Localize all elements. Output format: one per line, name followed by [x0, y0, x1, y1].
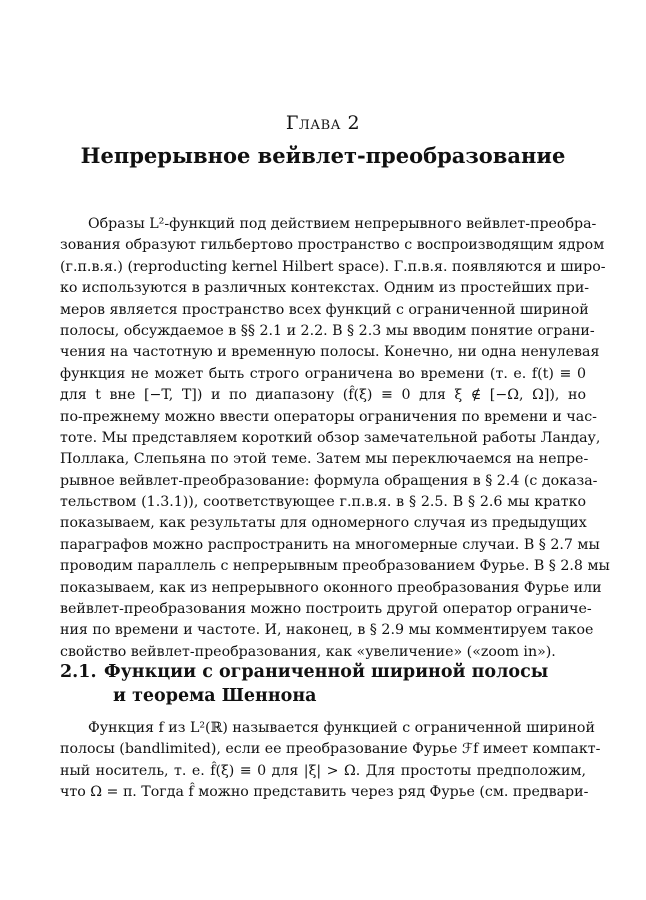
text-line: Поллака, Слепьяна по этой теме. Затем мы переключаемся на непре- — [60, 451, 589, 468]
intro-paragraph — [60, 214, 610, 663]
text-line: показываем, как результаты для одномерного случая из предыдущих — [60, 515, 587, 532]
section-heading — [60, 660, 600, 708]
text-line: вейвлет-преобразования можно построить другой оператор ограниче- — [60, 601, 592, 618]
text-line: чения на частотную и временную полосы. Конечно, ни одна ненулевая — [60, 344, 600, 361]
text-line: проводим параллель с непрерывным преобразованием Фурье. В § 2.8 мы — [60, 558, 610, 575]
text-line: меров является пространство всех функций с ограниченной шириной — [60, 301, 589, 318]
text-line: Функция f из L²(ℝ) называется функцией с ограниченной шириной — [88, 720, 595, 736]
text-line: зования образуют гильбертово пространство с воспроизводящим ядром — [60, 237, 605, 254]
text-line: показываем, как из непрерывного оконного преобразования Фурье или — [60, 579, 602, 596]
text-line: тоте. Мы представляем короткий обзор замечательной работы Ландау, — [60, 429, 601, 446]
text-line: полосы, обсуждаемое в §§ 2.1 и 2.2. В § 2.3 мы вводим понятие ограни- — [60, 322, 595, 339]
text-line: Образы L²-функций под действием непрерывного вейвлет-преобра- — [88, 216, 597, 232]
text-line: что Ω = π. Тогда f̂ можно представить через ряд Фурье (см. предвари- — [60, 784, 589, 801]
text-line: рывное вейвлет-преобразование: формула обращения в § 2.4 (с доказа- — [60, 472, 598, 489]
text-line: ный носитель, т. е. f̂(ξ) ≡ 0 для |ξ| > Ω. Для простоты предположим, — [60, 762, 586, 779]
text-line: (г.п.в.я.) (reproducting kernel Hilbert space). Г.п.в.я. появляются и широ- — [60, 258, 606, 275]
section-paragraph — [60, 718, 601, 804]
section-title-line2: и теорема Шеннона — [113, 686, 317, 706]
text-line: для t вне [−T, T]) и по диапазону (f̂(ξ) ≡ 0 для ξ ∉ [−Ω, Ω]), но — [60, 387, 586, 404]
text-line: ко используются в различных контекстах. Одним из простейших при- — [60, 280, 590, 297]
text-line: ния по времени и частоте. И, наконец, в § 2.9 мы комментируем такое — [60, 622, 594, 639]
chapter-label: Глава 2 — [285, 112, 361, 134]
text-line: тельством (1.3.1)), соответствующее г.п.в.я. в § 2.5. В § 2.6 мы кратко — [60, 494, 586, 511]
text-line: полосы (bandlimited), если ее преобразование Фурье ℱf имеет компакт- — [60, 741, 601, 758]
section-title-line1: Функции с ограниченной шириной полосы — [104, 662, 549, 682]
text-line: свойство вейвлет-преобразования, как «увеличение» («zoom in»). — [60, 643, 556, 660]
text-line: функция не может быть строго ограничена во времени (т. е. f(t) ≡ 0 — [60, 365, 586, 382]
chapter-title: Непрерывное вейвлет-преобразование — [80, 143, 566, 168]
text-line: по-прежнему можно ввести операторы ограничения по времени и час- — [60, 408, 597, 425]
text-line: параграфов можно распространить на многомерные случаи. В § 2.7 мы — [60, 536, 600, 553]
section-number: 2.1. — [60, 662, 97, 682]
